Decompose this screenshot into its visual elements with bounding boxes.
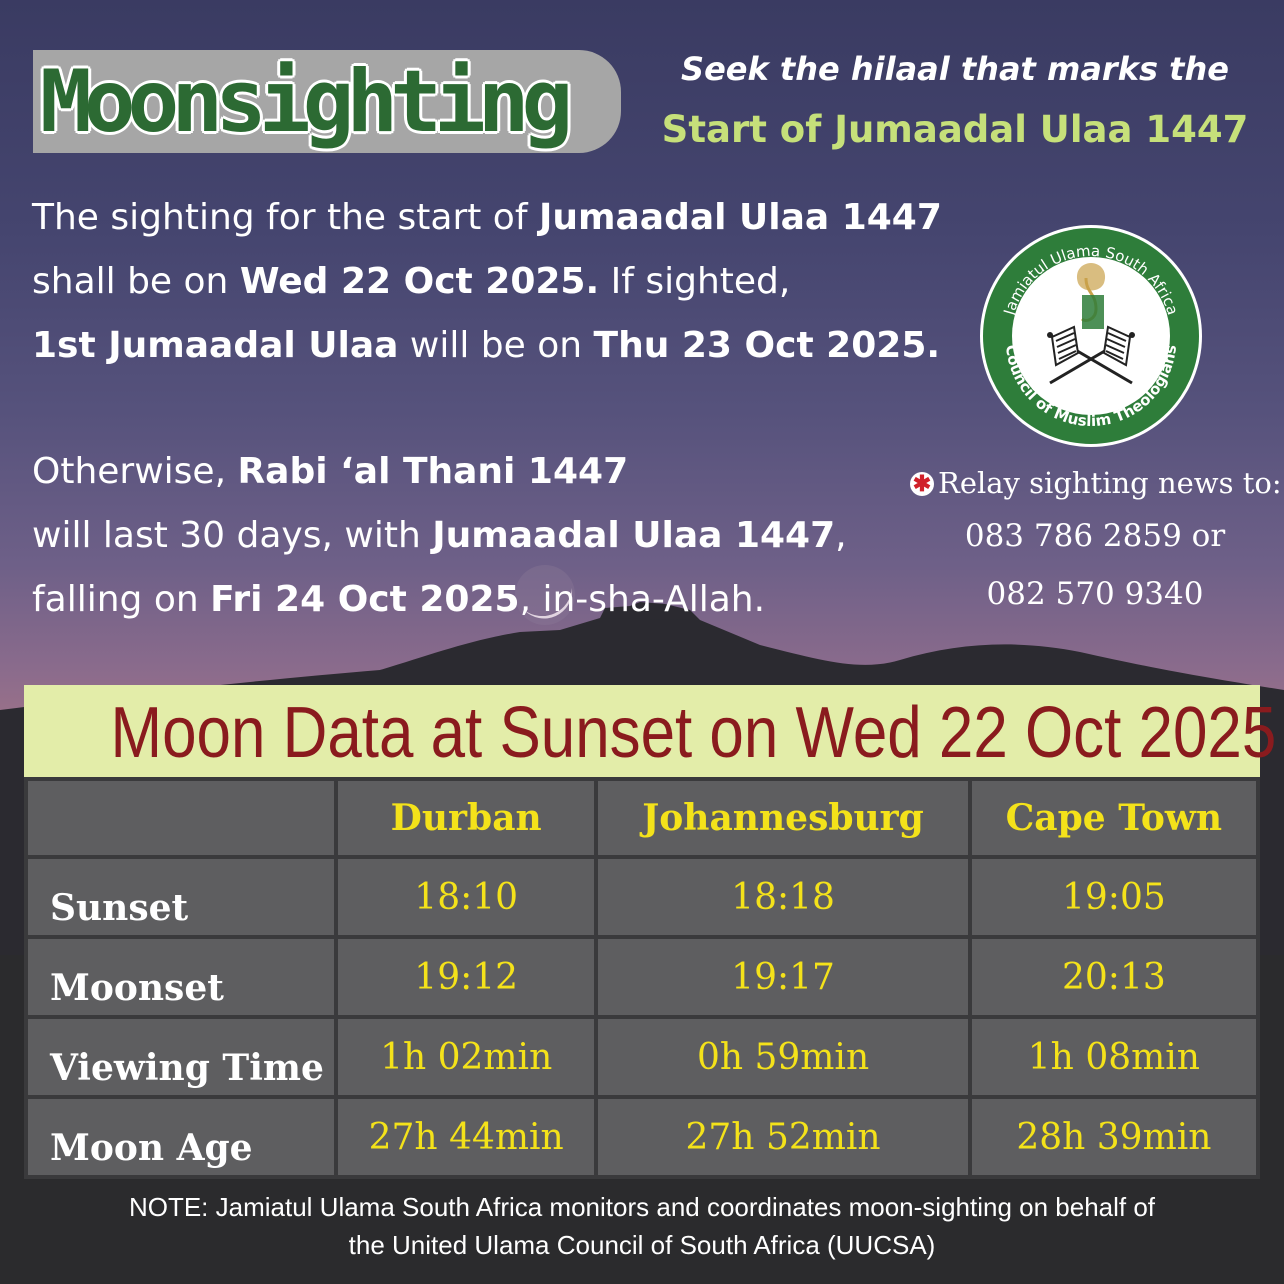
text-bold: Rabi ‘al Thani 1447 [237, 451, 629, 492]
text-span: falling on [32, 579, 211, 620]
text-span: will last 30 days, with [32, 515, 433, 556]
moon-data-table [24, 777, 1260, 1179]
table-cell: 27h 52min [596, 1097, 969, 1177]
text-bold: Wed 22 Oct 2025. [239, 261, 600, 302]
text-span: The sighting for the start of [32, 197, 539, 238]
table-cell: 19:12 [336, 937, 596, 1017]
relay-label [910, 466, 1282, 500]
tagline-line-2: Start of Jumaadal Ulaa 1447 [661, 108, 1249, 151]
table-cell: 28h 39min [970, 1097, 1258, 1177]
table-cell: 1h 02min [336, 1017, 596, 1097]
footer-note-line-1: NOTE: Jamiatul Ulama South Africa monitors and coordinates moon-sighting on behalf of [128, 1192, 1156, 1222]
footer-note-line-2: the United Ulama Council of South Africa (UUCSA) [348, 1230, 936, 1260]
asterisk-icon: ✱ [910, 472, 934, 496]
table-cell: 19:17 [596, 937, 969, 1017]
relay-label-text: Relay sighting news to: [938, 466, 1282, 500]
text-span: Otherwise, [32, 451, 238, 492]
tagline-line-1: Seek the hilaal that marks the [681, 50, 1229, 88]
jamiatul-ulama-seal-logo [978, 223, 1204, 449]
text-bold: Thu 23 Oct 2025. [593, 325, 941, 366]
table-row-moonset [26, 937, 1258, 1017]
seal-top-text: Jamiatul Ulama South Africa [1000, 241, 1182, 318]
row-label: Moon Age [26, 1097, 336, 1177]
sighting-paragraph [32, 186, 942, 378]
table-row-sunset [26, 857, 1258, 937]
seal-bottom-text: Council of Muslim Theologians [1001, 343, 1180, 431]
moon-data-heading: Moon Data at Sunset on Wed 22 Oct 2025 [110, 693, 1277, 773]
column-header-cape-town: Cape Town [970, 779, 1258, 857]
table-cell: 0h 59min [596, 1017, 969, 1097]
text-span: , in-sha-Allah. [519, 579, 766, 620]
text-bold: Jumaadal Ulaa 1447 [538, 197, 942, 238]
phone-number-2: 082 570 9340 [986, 576, 1204, 612]
table-row-viewing-time [26, 1017, 1258, 1097]
row-label: Sunset [26, 857, 336, 937]
table-row-moon-age [26, 1097, 1258, 1177]
column-header-durban: Durban [336, 779, 596, 857]
text-span: will be on [398, 325, 594, 366]
table-cell: 18:10 [336, 857, 596, 937]
table-corner-cell [26, 779, 336, 857]
text-span: shall be on [32, 261, 240, 302]
row-label: Viewing Time [26, 1017, 336, 1097]
text-bold: Jumaadal Ulaa 1447 [432, 515, 836, 556]
table-cell: 19:05 [970, 857, 1258, 937]
table-cell: 20:13 [970, 937, 1258, 1017]
text-span: If sighted, [599, 261, 791, 302]
page-title: Moonsighting [40, 52, 566, 152]
text-bold: 1st Jumaadal Ulaa [32, 325, 399, 366]
phone-number-1: 083 786 2859 or [964, 518, 1226, 554]
column-header-johannesburg: Johannesburg [596, 779, 969, 857]
footer-note [30, 1188, 1254, 1264]
table-cell: 27h 44min [336, 1097, 596, 1177]
text-span: , [835, 515, 847, 556]
table-cell: 18:18 [596, 857, 969, 937]
table-cell: 1h 08min [970, 1017, 1258, 1097]
otherwise-paragraph [32, 440, 847, 632]
row-label: Moonset [26, 937, 336, 1017]
table-header-row [26, 779, 1258, 857]
text-bold: Fri 24 Oct 2025 [210, 579, 520, 620]
